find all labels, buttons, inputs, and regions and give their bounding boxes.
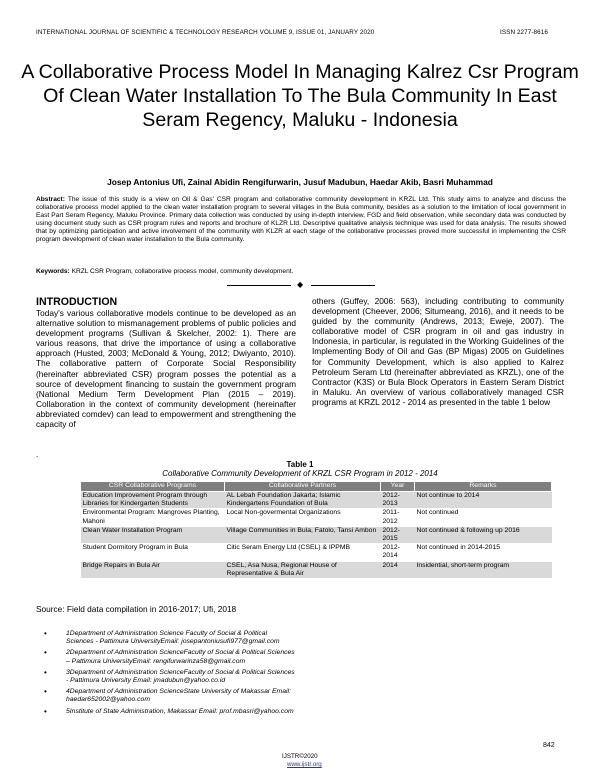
cell-program: Education Improvement Program through Libraries for Kindergarten Students: [81, 492, 225, 509]
keywords-text: KRZL CSR Program, collaborative process model, community development.: [71, 268, 294, 275]
table-row: [81, 509, 552, 526]
table-row: [81, 561, 552, 578]
affiliation-note: • 1Department of Administration Science Faculty of Social & Political Sciences - Pattimura UniversityEmail: josepantoniusufi977@gmail.com: [66, 630, 296, 646]
cell-program: Bridge Repairs in Bula Air: [81, 561, 225, 578]
col-header-year: Year: [381, 482, 415, 492]
table-row: [81, 492, 552, 509]
col-header-partners: Collaborative Partners: [225, 482, 381, 492]
intro-left-column: [36, 308, 296, 429]
intro-paragraph-left: Today's various collaborative models continue to be developed as an alternative solution to mismanagement problems of public policies and development programs (Sullivan & Skelcher, 2002: 1). There are various reasons, that drive the importance of using a collaborative approach (Husted, 2003; McDonald & Young, 2012; Dwiyanto, 2010). The collaborative pattern of Corporate Social Responsibility (hereinafter abbreviated CSR) program posses the potential as a source of development financing to sustain the government program (National Medium Term Development Plan (2015 – 2019). Collaboration in the context of community development (hereinafter abbreviated comdev) can lead to empowerment and strengthening the capacity of: [36, 308, 296, 430]
table-row: [81, 526, 552, 543]
keywords-label: Keywords:: [36, 268, 70, 275]
cell-partners: Village Communities in Bula, Fatolo, Tansi Ambon: [225, 526, 381, 543]
col-header-remarks: Remarks: [415, 482, 552, 492]
stray-period: .: [36, 450, 39, 459]
cell-program: Clean Water Installation Program: [81, 526, 225, 543]
author-affiliations: [36, 630, 296, 719]
cell-remarks: Not continued in 2014-2015: [415, 544, 552, 561]
affiliation-note: • 2Department of Administration ScienceFaculty of Social & Political Sciences – Pattimura UniversityEmail: rengifurwarinza58@gmail.com: [66, 649, 296, 665]
table-source: Source: Field data compilation in 2016-2017; Ufi, 2018: [36, 604, 237, 614]
separator-line-left: [227, 285, 291, 286]
cell-partners: CSEL, Asa Nusa, Regional House of Representative & Bula Air: [225, 561, 381, 578]
table-header-row: [81, 482, 552, 492]
author-list: Josep Antonius Ufi, Zainal Abidin Rengifurwarin, Jusuf Madubun, Haedar Akib, Basri Muhammad: [107, 177, 493, 187]
cell-year: 2014: [381, 561, 415, 578]
cell-remarks: Not continued & following up 2016: [415, 526, 552, 543]
introduction-heading: INTRODUCTION: [36, 296, 118, 308]
page-number: 842: [543, 742, 555, 749]
cell-program: Student Dormitory Program in Bula: [81, 544, 225, 561]
cell-remarks: Not continue to 2014: [415, 492, 552, 509]
col-header-programs: CSR Collaborative Programs: [81, 482, 225, 492]
section-separator: [227, 281, 375, 289]
cell-program: Environmental Program: Mangroves Planting, Mahoni: [81, 509, 225, 526]
cell-partners: AL Lebah Foundation Jakarta; Islamic Kindergartens Foundation of Bula: [225, 492, 381, 509]
footer-copyright: IJSTR©2020: [282, 753, 318, 760]
cell-remarks: Insidential, short-term program: [415, 561, 552, 578]
diamond-icon: ◆: [297, 280, 304, 289]
cell-year: 2012-2014: [381, 544, 415, 561]
cell-year: 2012-2013: [381, 492, 415, 509]
abstract: [36, 196, 566, 245]
paper-title: A Collaborative Process Model In Managing Kalrez Csr Program Of Clean Water Installation To The Bula Community In East Seram Regency, Maluku - Indonesia: [21, 61, 579, 131]
abstract-label: Abstract:: [36, 196, 65, 203]
table-label: Table 1: [286, 460, 314, 469]
journal-header: INTERNATIONAL JOURNAL OF SCIENTIFIC & TECHNOLOGY RESEARCH VOLUME 9, ISSUE 01, JANUARY 2020: [36, 29, 375, 36]
intro-paragraph-right: others (Guffey, 2006: 563), including contributing to community development (Cheever, 2006; Situmeang, 2016), and it needs to be guided by the community (Andrews, 2013; Eweje, 2007). The collaborative model of CSR program in oil and gas industry in Indonesia, in particular, is regulated in the Working Guidelines of the Implementing Body of Oil and Gas (BP Migas) 2005 on Guidelines for Community Development, which is also applied to Kalrez Petroleum Seram Ltd (hereinafter abbreviated as KRZL), one of the Contractor (K3S) or Bula Block Operators in Eastern Seram District in Maluku. An overview of various collaboratively managed CSR programs at KRZL 2012 - 2014 as presented in the table 1 below: [312, 296, 564, 407]
issn-label: ISSN 2277-8616: [500, 29, 548, 36]
abstract-text: The issue of this study is a view on Oil & Gas' CSR program and collaborative community development in KRZL Ltd. This study aims to analyze and discuss the collaborative process model applied to the clean water installation program to several villages in the Bula community, besides as a solution to the limitation of local government in East Part Seram Regency, Maluku Province. Primary data collection was conducted by using in-depth interview, FGD and field observation, while secondary data was conducted by using document study such as CSR program rules and reports and brochure of KLZR Ltd. Descriptive qualitative analysis technique was used for data analysis. The results showed that by optimizing participation and active involvement of the community with KLZR at each stage of the collaborative processes proved more successful in implementing the CSR program development of clean water installation to the Bula community.: [36, 196, 566, 244]
cell-partners: Local Non-govermental Organizations: [225, 509, 381, 526]
affiliation-note: • 5Institute of State Administration, Makassar Email: prof.mbasri@yahoo.com: [66, 708, 296, 716]
table-caption: Collaborative Community Development of KRZL CSR Program in 2012 - 2014: [162, 469, 438, 478]
cell-remarks: Not continued: [415, 509, 552, 526]
affiliation-note: • 3Department of Administration ScienceFaculty of Social & Political Sciences - Pattimura University Email: jmadubun@yahoo.co.id: [66, 669, 296, 685]
intro-right-column: [312, 296, 564, 407]
footer-link[interactable]: www.ijstr.org: [287, 761, 322, 768]
csr-programs-table: [80, 481, 552, 578]
cell-year: 2012-2015: [381, 526, 415, 543]
cell-year: 2011-2012: [381, 509, 415, 526]
table-row: [81, 544, 552, 561]
cell-partners: Citic Seram Energy Ltd (CSEL) & IPPMB: [225, 544, 381, 561]
affiliation-note: • 4Department of Administration ScienceState University of Makassar Email: haedar652002@yahoo.com: [66, 688, 296, 704]
separator-line-right: [311, 285, 375, 286]
keywords: [36, 268, 566, 275]
